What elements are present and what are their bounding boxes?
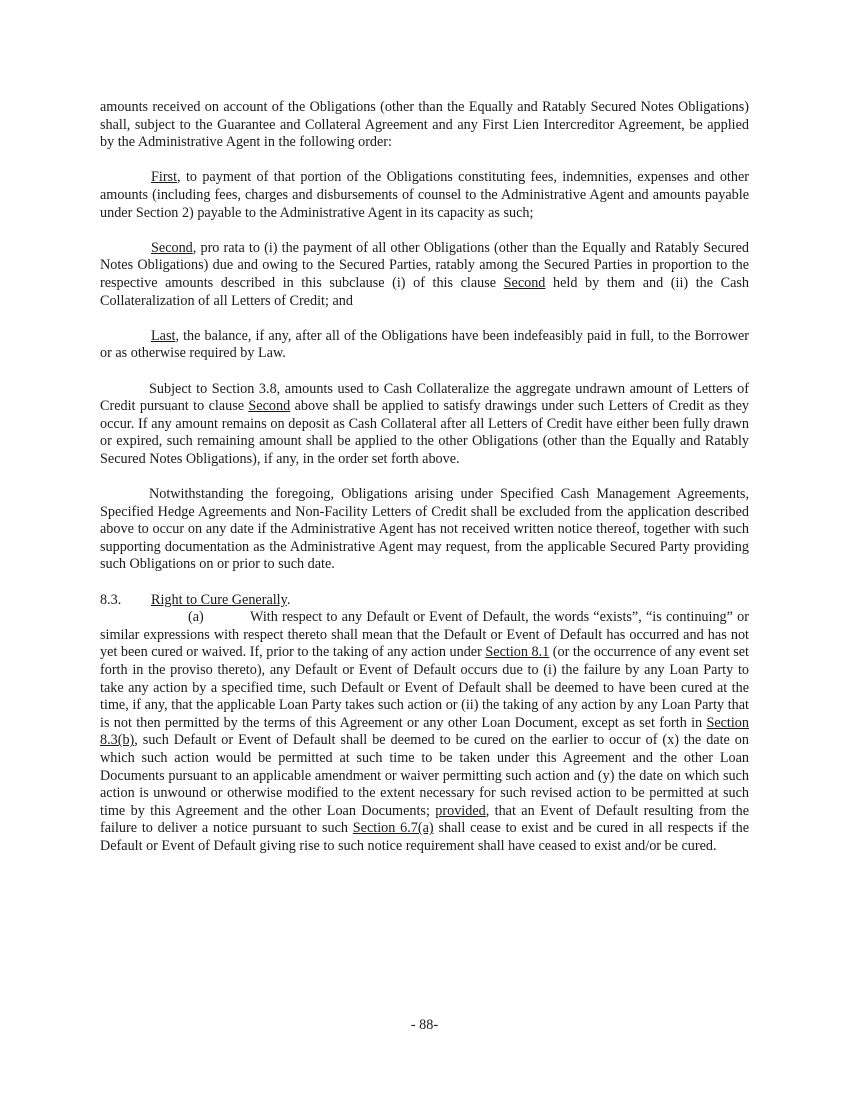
section-title-period: . [286, 591, 291, 608]
section-title: Right to Cure Generally [151, 591, 287, 608]
clause-second-ref: Second [503, 274, 546, 291]
provided-term: provided [435, 802, 486, 819]
subsection-a-label: (a) [188, 609, 204, 626]
clause-last-text: , the balance, if any, after all of the Obligations have been indefeasibly paid in full, to the Borrower or as otherwise required by Law. [100, 327, 749, 362]
clause-last [100, 328, 749, 363]
section-6-7a-link: Section 6.7(a) [352, 820, 434, 837]
clause-second-text-b: held by them and (ii) the Cash Collateralization of all Letters of Credit; and [100, 274, 749, 309]
paragraph-cash-collateral-ref: Second [248, 398, 291, 415]
clause-first-text: , to payment of that portion of the Obligations constituting fees, indemnities, expenses and other amounts (including fees, charges and disbursements of counsel to the Administrative Agent and amounts payable under Section 2) payable to the Administrative Agent in its capacity as such; [100, 169, 749, 221]
subsection-a-text-4: , that an Event of Default resulting from the failure to deliver a notice pursuant to such [100, 802, 750, 837]
clause-first-label: First [151, 169, 178, 186]
clause-last-label: Last [151, 327, 176, 344]
section-8-1-link: Section 8.1 [485, 644, 550, 661]
paragraph-cash-collateral-text-b: above shall be applied to satisfy drawings under such Letters of Credit as they occur. If any amount remains on deposit as Cash Collateral after all Letters of Credit have either been fully drawn or expired, such remaining amount shall be applied to the other Obligations (other than the Equally and Ratably Secured Notes Obligations), if any, in the order set forth above. [100, 398, 749, 467]
section-8-3b-link: Section 8.3(b) [100, 714, 749, 749]
subsection-a-text-2: (or the occurrence of any event set forth in the proviso thereto), any Default or Event of Default occurs due to (i) the failure by any Loan Party to take any action by a specified time, such Default or Event of Default shall be deemed to have been cured at the time, if any, that the applicable Loan Party takes such action or (ii) the taking of any action by any Loan Party that is not then permitted by the terms of this Agreement or any other Loan Document, except as set forth in [100, 644, 749, 731]
subsection-a-text-5: shall cease to exist and be cured in all respects if the Default or Event of Default giving rise to such notice requirement shall have ceased to exist and/or be cured. [100, 820, 749, 854]
subsection-a [100, 609, 749, 855]
paragraph-notwithstanding [100, 486, 749, 574]
paragraph-notwithstanding-text: Notwithstanding the foregoing, Obligations arising under Specified Cash Management Agreements, Specified Hedge Agreements and Non-Facility Letters of Credit shall be excluded from the application described above to occur on any date if the Administrative Agent has not received written notice thereof, together with such supporting documentation as the Administrative Agent may request, from the applicable Secured Party providing such Obligations on or prior to such date. [100, 486, 749, 573]
document-body [100, 99, 749, 856]
clause-second-text-a: , pro rata to (i) the payment of all other Obligations (other than the Equally and Ratably Secured Notes Obligations) due and owing to the Secured Parties, ratably among the Secured Parties in proportion to the respective amounts described in this subclause (i) of this clause [100, 239, 749, 291]
subsection-a-text-3: , such Default or Event of Default shall be deemed to be cured on the earlier to occur of (x) the date on which such action would be permitted at such time to be taken under this Agreement and the other Loan Documents pursuant to an applicable amendment or waiver permitting such action and (y) the date on which such action is unwound or otherwise modified to the extent necessary for such revised action to be permitted at such time by this Agreement and the other Loan Documents; [100, 732, 749, 819]
clause-first [100, 169, 749, 222]
page-number: - 88- [410, 1017, 439, 1033]
clause-second-label: Second [151, 239, 193, 256]
section-number: 8.3. [100, 591, 122, 608]
subsection-a-text-1: With respect to any Default or Event of Default, the words “exists”, “is continuing” or similar expressions with respect thereto shall mean that the Default or Event of Default has occurred and has not yet been cured or waived. If, prior to the taking of any action under [100, 609, 749, 661]
paragraph-intro [100, 99, 749, 152]
clause-second [100, 240, 749, 310]
section-heading [100, 592, 749, 610]
paragraph-cash-collateral-text-a: Subject to Section 3.8, amounts used to Cash Collateralize the aggregate undrawn amount of Letters of Credit pursuant to clause [100, 380, 749, 415]
paragraph-intro-text: amounts received on account of the Obligations (other than the Equally and Ratably Secured Notes Obligations) shall, subject to the Guarantee and Collateral Agreement and any First Lien Intercreditor Agreement, be applied by the Administrative Agent in the following order: [100, 99, 749, 151]
paragraph-cash-collateral [100, 381, 749, 469]
